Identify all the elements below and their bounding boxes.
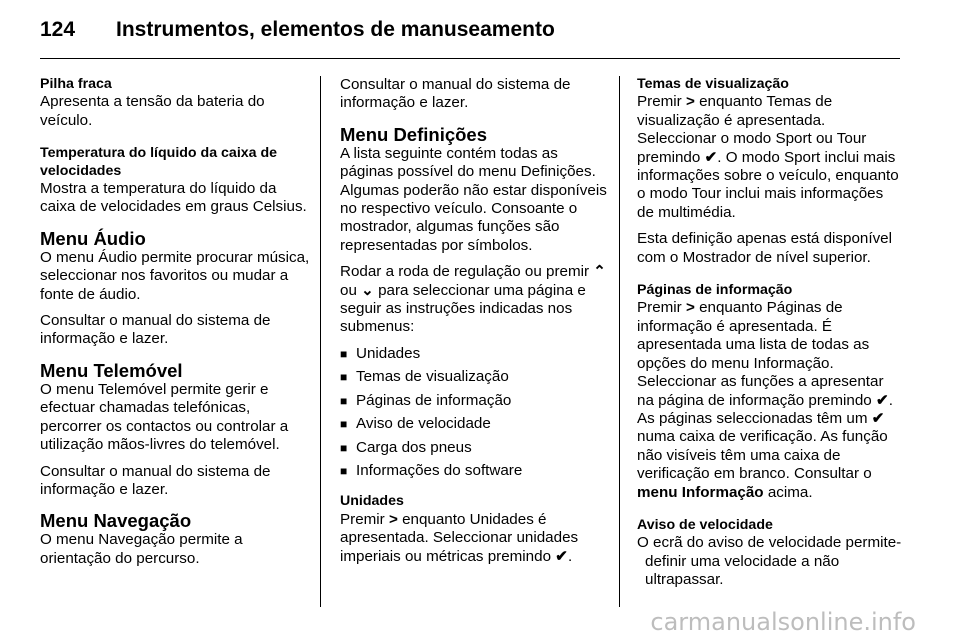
nav-text-1: O menu Navegação permite a orientação do percurso. [40,531,243,567]
chevron-down-icon: ⌄ [361,281,374,299]
page-title: Instrumentos, elementos de manuseamento [116,18,555,41]
unidades-text-a: Premir [340,510,385,528]
list-item: ■ Páginas de informação [340,392,610,410]
temas-text-2: Esta definição apenas está disponível com o Mostrador de nível superior. [637,230,892,266]
unidades-text-b: enquanto Unidades é apresentada. Seleccionar unidades imperiais ou métricas premindo [340,510,579,565]
unidades-text [340,511,610,566]
check-icon: ✔ [555,547,568,565]
chevron-right-icon: > [685,299,695,317]
chevron-right-icon: > [685,93,695,111]
column-1 [40,76,310,568]
temas-title: Temas de visualização [637,76,789,92]
chevron-up-icon: ⌃ [593,263,607,281]
audio-text-1: O menu Áudio permite procurar música, seleccionar nos favoritos ou mudar a fonte de áudio. [40,248,310,303]
list-item: ■ Aviso de velocidade [340,415,610,433]
menu-informacao-link: menu Informação [637,483,764,501]
pilha-title: Pilha fraca [40,76,112,92]
settings-list [340,345,610,480]
tel-title: Menu Telemóvel [40,359,183,381]
tel-text-2: Consultar o manual do sistema de informação e lazer. [40,462,271,498]
column-divider-1 [320,76,321,607]
temp-text: Mostra a temperatura do líquido da caixa de velocidades em graus Celsius. [40,180,307,216]
aviso-text: O ecrã do aviso de velocidade permite- definir uma velocidade a não ultrapassar. [637,534,902,589]
paginas-text-e: acima. [767,483,813,501]
column-2 [340,76,610,566]
column-3 [637,76,902,590]
list-item: ■ Temas de visualização [340,368,610,386]
tel-text-1: O menu Telemóvel permite gerir e efectuar chamadas telefónicas, percorrer os contactos ou controlar a utilização mãos-livres do telemóvel. [40,380,289,454]
temas-text-c: . O modo Sport inclui mais informações sobre o veículo, enquanto o modo Tour inclui mais informações de multimédia. [637,148,899,221]
temas-text-a: Premir [637,93,682,111]
check-icon: ✔ [704,148,718,166]
nav-title: Menu Navegação [40,510,192,532]
check-icon: ✔ [875,391,889,409]
pilha-text: Apresenta a tensão da bateria do veículo. [40,93,265,129]
list-item: ■ Unidades [340,345,610,363]
temp-title: Temperatura do líquido da caixa de velocidades [40,145,278,179]
def-text-ou: ou [340,281,357,299]
watermark: carmanualsonline.info [650,608,916,636]
list-item: ■ Informações do software [340,462,610,480]
paginas-title: Páginas de informação [637,282,793,299]
unidades-title: Unidades [340,493,404,510]
paginas-text-c: . As páginas seleccionadas têm um [637,391,893,427]
def-text-2 [340,263,610,337]
page-number: 124 [40,18,76,41]
column-divider-2 [619,76,620,607]
list-item: ■ Carga dos pneus [340,439,610,457]
temas-text-b: enquanto Temas de visualização é apresentada. Seleccionar o modo Sport ou Tour premindo [637,93,867,166]
def-title: Menu Definições [340,123,487,145]
def-text-2b: para seleccionar uma página e seguir as instruções indicadas nos submenus: [340,281,586,336]
page-header [40,18,555,42]
aviso-title: Aviso de velocidade [637,516,773,533]
unidades-text-end: . [568,547,573,565]
def-text-2a: Rodar a roda de regulação ou premir [340,263,590,281]
paginas-text-b: enquanto Páginas de informação é apresentada. É apresentada uma lista de todas as opções do menu Informação. Seleccionar as funções a apresentar na página de informação premindo [637,299,884,409]
paginas-text [637,299,902,501]
def-text-1: A lista seguinte contém todas as páginas possível do menu Definições. Algumas poderão não estar disponíveis no respectivo veículo. Consoante o mostrador, algumas funções são representadas por símbolos. [340,144,607,254]
audio-title: Menu Áudio [40,227,146,249]
audio-text-2: Consultar o manual do sistema de informação e lazer. [40,312,271,348]
paginas-text-a: Premir [637,299,682,317]
check-icon: ✔ [871,409,885,427]
paginas-text-d: numa caixa de verificação. As função não visíveis têm uma caixa de verificação em branco. Consultar o [637,428,888,483]
col2-top-text: Consultar o manual do sistema de informação e lazer. [340,76,571,112]
chevron-right-icon: > [388,510,398,528]
temas-text [637,93,902,222]
header-rule [40,58,900,59]
